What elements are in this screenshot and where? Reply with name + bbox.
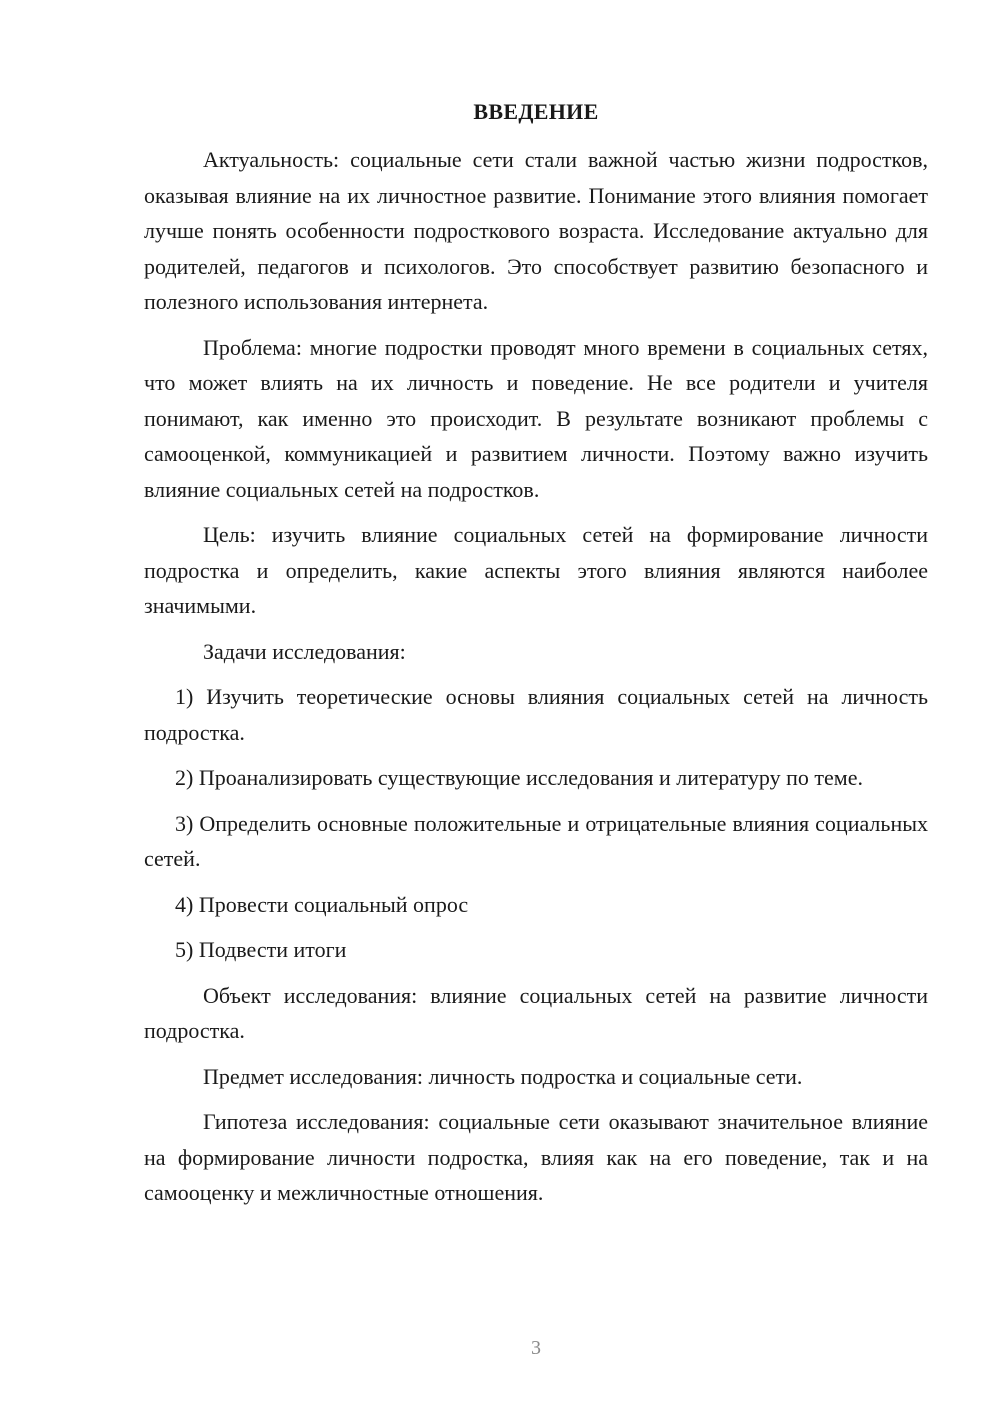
task-item: 2) Проанализировать существующие исследования и литературу по теме. [175,765,863,790]
object-paragraph: Объект исследования: влияние социальных сетей на развитие личности подростка. [144,982,928,1043]
goal-paragraph: Цель: изучить влияние социальных сетей на формирование личности подростка и определить, какие аспекты этого влияния являются наиболее значимыми. [144,522,928,618]
document-body [144,142,928,1221]
task-item: 3) Определить основные положительные и отрицательные влияния социальных сетей. [144,810,928,871]
tasks-heading: Задачи исследования: [203,638,406,664]
task-item: 1) Изучить теоретические основы влияния социальных сетей на личность подростка. [144,684,928,745]
hypothesis-paragraph: Гипотеза исследования: социальные сети оказывают значительное влияние на формирование личности подростка, влияя как на его поведение, так и на самооценку и межличностные отношения. [144,1109,928,1205]
task-item: 5) Подвести итоги [175,937,347,962]
page-number: 3 [531,1337,541,1359]
task-item: 4) Провести социальный опрос [175,891,469,917]
page-title: ВВЕДЕНИЕ [473,99,599,124]
relevance-paragraph: Актуальность: социальные сети стали важной частью жизни подростков, оказывая влияние на их личностное развитие. Понимание этого влияния помогает лучше понять особенности подросткового возраста. Исследование актуально для родителей, педагогов и психологов. Это способствует развитию безопасного и полезного использования интернета. [144,147,928,314]
problem-paragraph: Проблема: многие подростки проводят много времени в социальных сетях, что может влиять на их личность и поведение. Не все родители и учителя понимают, как именно это происходит. В результате возникают проблемы с самооценкой, коммуникацией и развитием личности. Поэтому важно изучить влияние социальных сетей на подростков. [144,334,928,502]
subject-paragraph: Предмет исследования: личность подростка и социальные сети. [203,1063,803,1089]
document-page [144,0,928,1414]
